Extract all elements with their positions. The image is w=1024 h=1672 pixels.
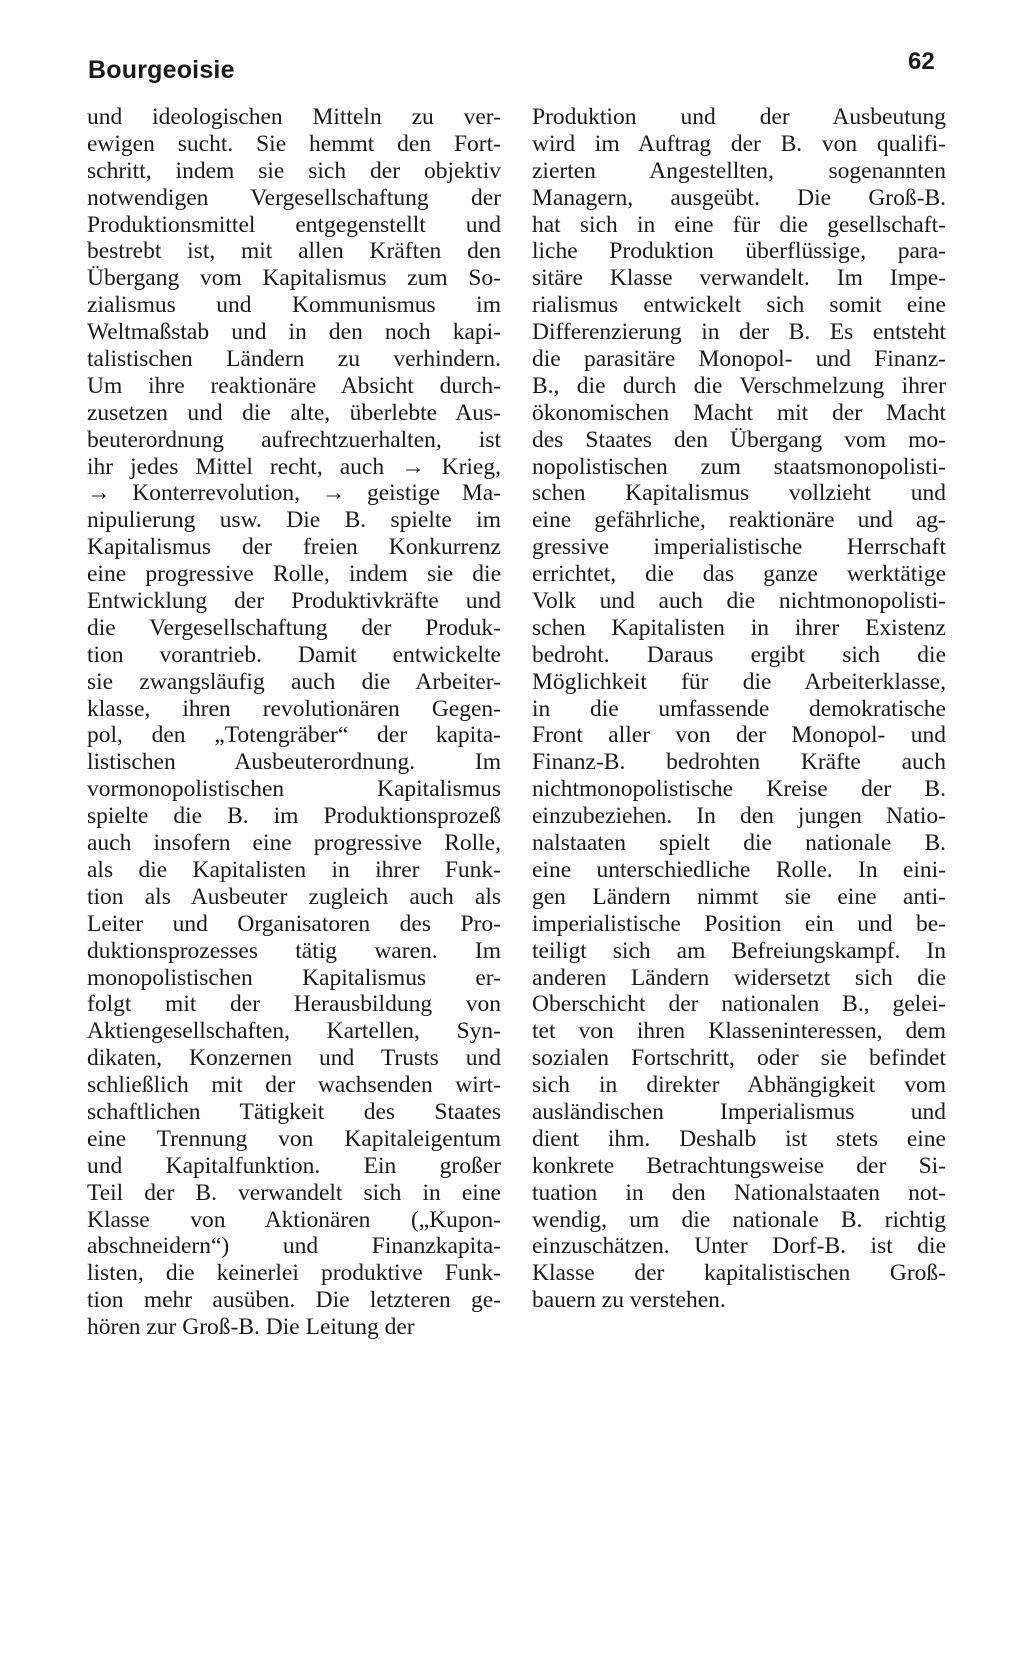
text-line: konkrete Betrachtungsweise der Si-	[532, 1152, 946, 1179]
text-line: eine Trennung von Kapitaleigentum	[87, 1125, 501, 1152]
page-header-title: Bourgeoisie	[88, 56, 235, 84]
text-line: → Konterrevolution, → geistige Ma-	[87, 480, 501, 507]
text-line: ausländischen Imperialismus und	[532, 1098, 946, 1125]
text-line: Produktionsmittel entgegenstellt und	[87, 211, 501, 238]
text-line: teiligt sich am Befreiungskampf. In	[532, 937, 946, 964]
text-line: eine unterschiedliche Rolle. In eini-	[532, 856, 946, 883]
text-line: talistischen Ländern zu verhindern.	[87, 346, 501, 373]
text-line: B., die durch die Verschmelzung ihrer	[532, 372, 946, 399]
text-line: sozialen Fortschritt, oder sie befindet	[532, 1045, 946, 1072]
text-line: Entwicklung der Produktivkräfte und	[87, 588, 501, 615]
text-line: bauern zu verstehen.	[532, 1287, 726, 1314]
text-line: schaftlichen Tätigkeit des Staates	[87, 1098, 501, 1125]
text-line: Front aller von der Monopol- und	[532, 722, 946, 749]
text-line: sie zwangsläufig auch die Arbeiter-	[87, 668, 501, 695]
text-line: zialismus und Kommunismus im	[87, 292, 501, 319]
text-line: sich in direkter Abhängigkeit vom	[532, 1072, 946, 1099]
left-text-column	[87, 104, 501, 1341]
text-line: zusetzen und die alte, überlebte Aus-	[87, 399, 501, 426]
text-line: Klasse von Aktionären („Kupon-	[87, 1206, 501, 1233]
text-line: bestrebt ist, mit allen Kräften den	[87, 238, 501, 265]
text-line: Weltmaßstab und in den noch kapi-	[87, 319, 501, 346]
text-line: spielte die B. im Produktionsprozeß	[87, 803, 501, 830]
text-line: ewigen sucht. Sie hemmt den Fort-	[87, 130, 501, 157]
text-line: hat sich in eine für die gesellschaft-	[532, 211, 946, 238]
text-line: einzubeziehen. In den jungen Natio-	[532, 803, 946, 830]
text-line: notwendigen Vergesellschaftung der	[87, 184, 501, 211]
text-line: einzuschätzen. Unter Dorf-B. ist die	[532, 1233, 946, 1260]
text-line: Teil der B. verwandelt sich in eine	[87, 1179, 501, 1206]
text-line: Aktiengesellschaften, Kartellen, Syn-	[87, 1018, 501, 1045]
text-line: gressive imperialistische Herrschaft	[532, 534, 946, 561]
text-line: gen Ländern nimmt sie eine anti-	[532, 883, 946, 910]
text-line: schließlich mit der wachsenden wirt-	[87, 1072, 501, 1099]
text-line: duktionsprozesses tätig waren. Im	[87, 937, 501, 964]
text-line: dikaten, Konzernen und Trusts und	[87, 1045, 501, 1072]
text-line: Managern, ausgeübt. Die Groß-B.	[532, 184, 946, 211]
text-line: schen Kapitalismus vollzieht und	[532, 480, 946, 507]
text-line: tion mehr ausüben. Die letzteren ge-	[87, 1287, 501, 1314]
text-line: die Vergesellschaftung der Produk-	[87, 614, 501, 641]
text-line: abschneidern“) und Finanzkapita-	[87, 1233, 501, 1260]
text-line: tion vorantrieb. Damit entwickelte	[87, 641, 501, 668]
text-line: ihr jedes Mittel recht, auch → Krieg,	[87, 453, 501, 480]
text-line: eine gefährliche, reaktionäre und ag-	[532, 507, 946, 534]
text-line: tuation in den Nationalstaaten not-	[532, 1179, 946, 1206]
text-line: Produktion und der Ausbeutung	[532, 104, 946, 130]
text-line: in die umfassende demokratische	[532, 695, 946, 722]
text-line: hören zur Groß-B. Die Leitung der	[87, 1314, 415, 1341]
text-line: dient ihm. Deshalb ist stets eine	[532, 1125, 946, 1152]
text-line: listen, die keinerlei produktive Funk-	[87, 1260, 501, 1287]
text-line: als die Kapitalisten in ihrer Funk-	[87, 856, 501, 883]
text-line: schritt, indem sie sich der objektiv	[87, 157, 501, 184]
text-line: wendig, um die nationale B. richtig	[532, 1206, 946, 1233]
text-line: tion als Ausbeuter zugleich auch als	[87, 883, 501, 910]
text-line: monopolistischen Kapitalismus er-	[87, 964, 501, 991]
text-line: folgt mit der Herausbildung von	[87, 991, 501, 1018]
text-line: vormonopolistischen Kapitalismus	[87, 776, 501, 803]
text-line: listischen Ausbeuterordnung. Im	[87, 749, 501, 776]
text-line: Leiter und Organisatoren des Pro-	[87, 910, 501, 937]
text-line: und ideologischen Mitteln zu ver-	[87, 104, 501, 130]
text-line: Oberschicht der nationalen B., gelei-	[532, 991, 946, 1018]
text-line: Um ihre reaktionäre Absicht durch-	[87, 372, 501, 399]
text-line: nichtmonopolistische Kreise der B.	[532, 776, 946, 803]
text-line: die parasitäre Monopol- und Finanz-	[532, 346, 946, 373]
text-line: anderen Ländern widersetzt sich die	[532, 964, 946, 991]
text-line: wird im Auftrag der B. von qualifi-	[532, 130, 946, 157]
text-line: beuterordnung aufrechtzuerhalten, ist	[87, 426, 501, 453]
text-line: klasse, ihren revolutionären Gegen-	[87, 695, 501, 722]
text-line: nipulierung usw. Die B. spielte im	[87, 507, 501, 534]
text-line: Klasse der kapitalistischen Groß-	[532, 1260, 946, 1287]
text-line: und Kapitalfunktion. Ein großer	[87, 1152, 501, 1179]
text-line: sitäre Klasse verwandelt. Im Impe-	[532, 265, 946, 292]
text-line: nopolistischen zum staatsmonopolisti-	[532, 453, 946, 480]
text-line: schen Kapitalisten in ihrer Existenz	[532, 614, 946, 641]
page-number: 62	[908, 48, 935, 75]
text-line: Übergang vom Kapitalismus zum So-	[87, 265, 501, 292]
text-line: auch insofern eine progressive Rolle,	[87, 830, 501, 857]
text-line: imperialistische Position ein und be-	[532, 910, 946, 937]
text-line: eine progressive Rolle, indem sie die	[87, 561, 501, 588]
text-line: Differenzierung in der B. Es entsteht	[532, 319, 946, 346]
text-line: zierten Angestellten, sogenannten	[532, 157, 946, 184]
text-line: ökonomischen Macht mit der Macht	[532, 399, 946, 426]
text-line: bedroht. Daraus ergibt sich die	[532, 641, 946, 668]
text-line: liche Produktion überflüssige, para-	[532, 238, 946, 265]
text-line: nalstaaten spielt die nationale B.	[532, 830, 946, 857]
text-line: Volk und auch die nichtmonopolisti-	[532, 588, 946, 615]
text-line: errichtet, die das ganze werktätige	[532, 561, 946, 588]
right-text-column	[532, 104, 946, 1314]
text-line: Finanz-B. bedrohten Kräfte auch	[532, 749, 946, 776]
text-line: pol, den „Totengräber“ der kapita-	[87, 722, 501, 749]
text-line: rialismus entwickelt sich somit eine	[532, 292, 946, 319]
text-line: tet von ihren Klasseninteressen, dem	[532, 1018, 946, 1045]
text-line: des Staates den Übergang vom mo-	[532, 426, 946, 453]
text-line: Kapitalismus der freien Konkurrenz	[87, 534, 501, 561]
text-line: Möglichkeit für die Arbeiterklasse,	[532, 668, 946, 695]
